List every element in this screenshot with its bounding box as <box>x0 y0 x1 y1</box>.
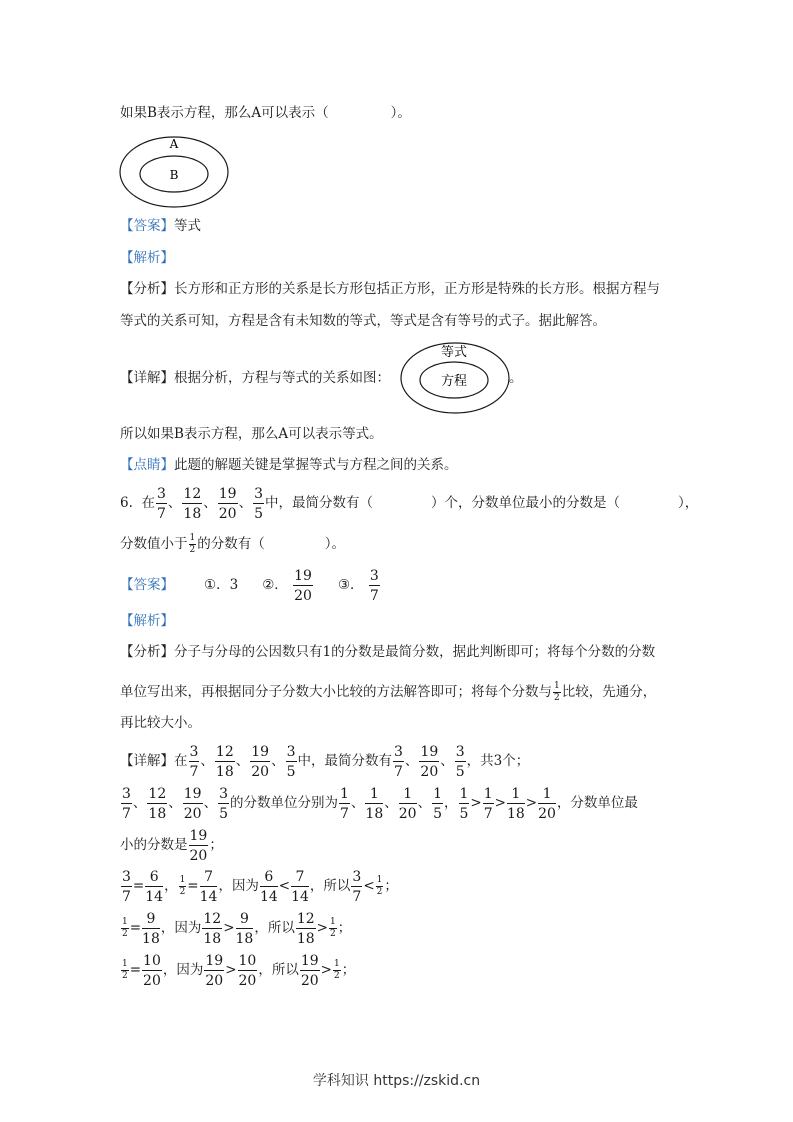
fraction: $\frac{12}{18}$ <box>148 785 167 822</box>
fraction: $\frac{1}{18}$ <box>365 785 384 822</box>
footer-watermark: 学科知识 https://zskid.cn <box>312 1073 481 1089</box>
fraction: $\frac{19}{20}$ <box>218 485 237 522</box>
fraction: $\frac{7}{14}$ <box>199 868 218 905</box>
q6-detail-line-5: $\frac{1}{2}$ = $\frac{9}{18}$ ，因为 $\frac{12}{18}$ > $\frac{9}{18}$ ，所以 $\frac{12}{18}$ > $\frac{1}{2}$ ； <box>122 910 352 947</box>
fraction: $\frac{19}{20}$ <box>300 952 319 989</box>
fraction: $\frac{1}{2}$ <box>122 917 128 939</box>
fraction: $\frac{9}{18}$ <box>235 910 254 947</box>
q6-detail-line-4: $\frac{3}{7}$ = $\frac{6}{14}$ ， $\frac{1}{2}$ = $\frac{7}{14}$ ，因为 $\frac{6}{14}$ < $\frac{7}{14}$ ，所以 $\frac{3}{7}$ < $\frac{1}{2}$ ； <box>122 868 398 905</box>
fraction: $\frac{1}{2}$ <box>376 875 383 897</box>
venn-outer-label: A <box>169 137 179 151</box>
q5-tip: 【点睛】此题的解题关键是掌握等式与方程之间的关系。 <box>120 457 458 473</box>
fraction: $\frac{1}{2}$ <box>333 959 340 981</box>
q6-analysis-line-2: 单位写出来，再根据同分子分数大小比较的方法解答即可；将每个分数与 $\frac{1}{2}$ 比较，先通分， <box>120 681 657 703</box>
fraction: $\frac{3}{7}$ <box>122 785 131 822</box>
fraction: $\frac{1}{7}$ <box>340 785 349 822</box>
venn-inner-label: B <box>169 168 179 182</box>
fraction: $\frac{19}{20}$ <box>183 785 202 822</box>
q5-answer: 【答案】等式 <box>120 218 201 234</box>
fraction: $\frac{3}{7}$ <box>369 567 379 604</box>
fraction: $\frac{3}{5}$ <box>455 743 465 780</box>
q5-analysis-line-1: 【分析】长方形和正方形的关系是长方形包括正方形，正方形是特殊的长方形。根据方程与 <box>120 281 660 297</box>
venn2-inner-label: 方程 <box>440 374 468 389</box>
fraction: $\frac{3}{5}$ <box>254 485 263 522</box>
fraction: $\frac{1}{18}$ <box>506 785 525 822</box>
q6-analysis-line-3: 再比较大小。 <box>120 715 201 731</box>
fraction: $\frac{10}{20}$ <box>143 952 161 989</box>
fraction: $\frac{19}{20}$ <box>205 952 224 989</box>
q6-answer: 【答案】 ①．3 ②． $\frac{19}{20}$ ③． $\frac{3}{7}$ <box>120 567 379 604</box>
fraction: $\frac{1}{20}$ <box>398 785 417 822</box>
q6-detail-line-6: $\frac{1}{2}$ = $\frac{10}{20}$ ，因为 $\frac{19}{20}$ > $\frac{10}{20}$ ，所以 $\frac{19}{20}$ > $\frac{1}{2}$ ； <box>122 952 356 989</box>
fraction: $\frac{1}{2}$ <box>554 681 560 703</box>
fraction: $\frac{9}{18}$ <box>142 910 160 947</box>
q6-detail-line-2: $\frac{3}{7}$ 、 $\frac{12}{18}$ 、 $\frac{19}{20}$ 、 $\frac{3}{5}$ 的分数单位分别为 $\frac{1}{7}$ 、 $\frac{1}{18}$ 、 $\frac{1}{20}$ 、 $\frac{1}{5}$ ， $\frac{1}{5}$ > $\frac{1}{7}$ > $\frac{1}{18}$ > $\frac{1}{20}$ ，分数单位最 <box>122 785 638 822</box>
fraction: $\frac{1}{5}$ <box>433 785 442 822</box>
q5-detail: 【详解】根据分析，方程与等式的关系如图： <box>120 370 390 386</box>
q5-jiexi-heading: 【解析】 <box>120 250 174 266</box>
fraction: $\frac{3}{7}$ <box>189 743 199 780</box>
venn2-outer-label: 等式 <box>440 345 468 360</box>
venn-diagram-equation <box>398 340 512 416</box>
fraction: $\frac{10}{20}$ <box>238 952 257 989</box>
q6-question-2: 分数值小于 $\frac{1}{2}$ 的分数有（ ）。 <box>120 533 345 555</box>
fraction: $\frac{3}{7}$ <box>352 868 362 905</box>
q6-detail-line-3: 小的分数是 $\frac{19}{20}$ ； <box>120 827 223 864</box>
fraction: $\frac{12}{18}$ <box>183 485 202 522</box>
fraction: $\frac{1}{2}$ <box>179 875 186 897</box>
fraction: $\frac{1}{2}$ <box>329 917 336 939</box>
fraction: $\frac{19}{20}$ <box>294 567 312 604</box>
fraction: $\frac{6}{14}$ <box>259 868 278 905</box>
q5-analysis-line-2: 等式的关系可知，方程是含有未知数的等式，等式是含有等号的式子。据此解答。 <box>120 313 606 329</box>
fraction: $\frac{12}{18}$ <box>203 910 222 947</box>
q6-detail-line-1: 【详解】在 $\frac{3}{7}$ 、 $\frac{12}{18}$ 、 $\frac{19}{20}$ 、 $\frac{3}{5}$ 中，最简分数有 $\frac{3}{7}$ 、 $\frac{19}{20}$ 、 $\frac{3}{5}$ ，共3个； <box>120 743 530 780</box>
fraction: $\frac{1}{20}$ <box>538 785 556 822</box>
fraction: $\frac{3}{7}$ <box>394 743 403 780</box>
fraction: $\frac{19}{20}$ <box>420 743 439 780</box>
q6-analysis-line-1: 【分析】分子与分母的公因数只有1的分数是最简分数，据此判断即可；将每个分数的分数 <box>120 644 656 660</box>
venn-diagram-a-b <box>118 134 232 210</box>
fraction: $\frac{3}{7}$ <box>156 485 166 522</box>
fraction: $\frac{6}{14}$ <box>145 868 164 905</box>
q5-conclusion: 所以如果B表示方程，那么A可以表示等式。 <box>120 426 383 442</box>
q6-question: 6. 在 $\frac{3}{7}$ 、 $\frac{12}{18}$ 、 $\frac{19}{20}$ 、 $\frac{3}{5}$ 中，最简分数有（ ）个，分数单位最小的分数是（ ）， <box>120 485 699 522</box>
fraction: $\frac{7}{14}$ <box>291 868 309 905</box>
fraction: $\frac{3}{5}$ <box>286 743 296 780</box>
q5-question: 如果B表示方程，那么A可以表示（ ）。 <box>120 105 411 121</box>
q6-jiexi-heading: 【解析】 <box>120 613 174 629</box>
fraction: $\frac{3}{7}$ <box>122 868 131 905</box>
fraction: $\frac{19}{20}$ <box>251 743 270 780</box>
fraction: $\frac{12}{18}$ <box>296 910 315 947</box>
fraction: $\frac{1}{2}$ <box>122 959 128 981</box>
fraction: $\frac{1}{2}$ <box>189 533 196 555</box>
fraction: $\frac{1}{7}$ <box>483 785 493 822</box>
fraction: $\frac{1}{5}$ <box>459 785 469 822</box>
fraction: $\frac{12}{18}$ <box>215 743 234 780</box>
fraction: $\frac{3}{5}$ <box>219 785 228 822</box>
fraction: $\frac{19}{20}$ <box>189 827 208 864</box>
